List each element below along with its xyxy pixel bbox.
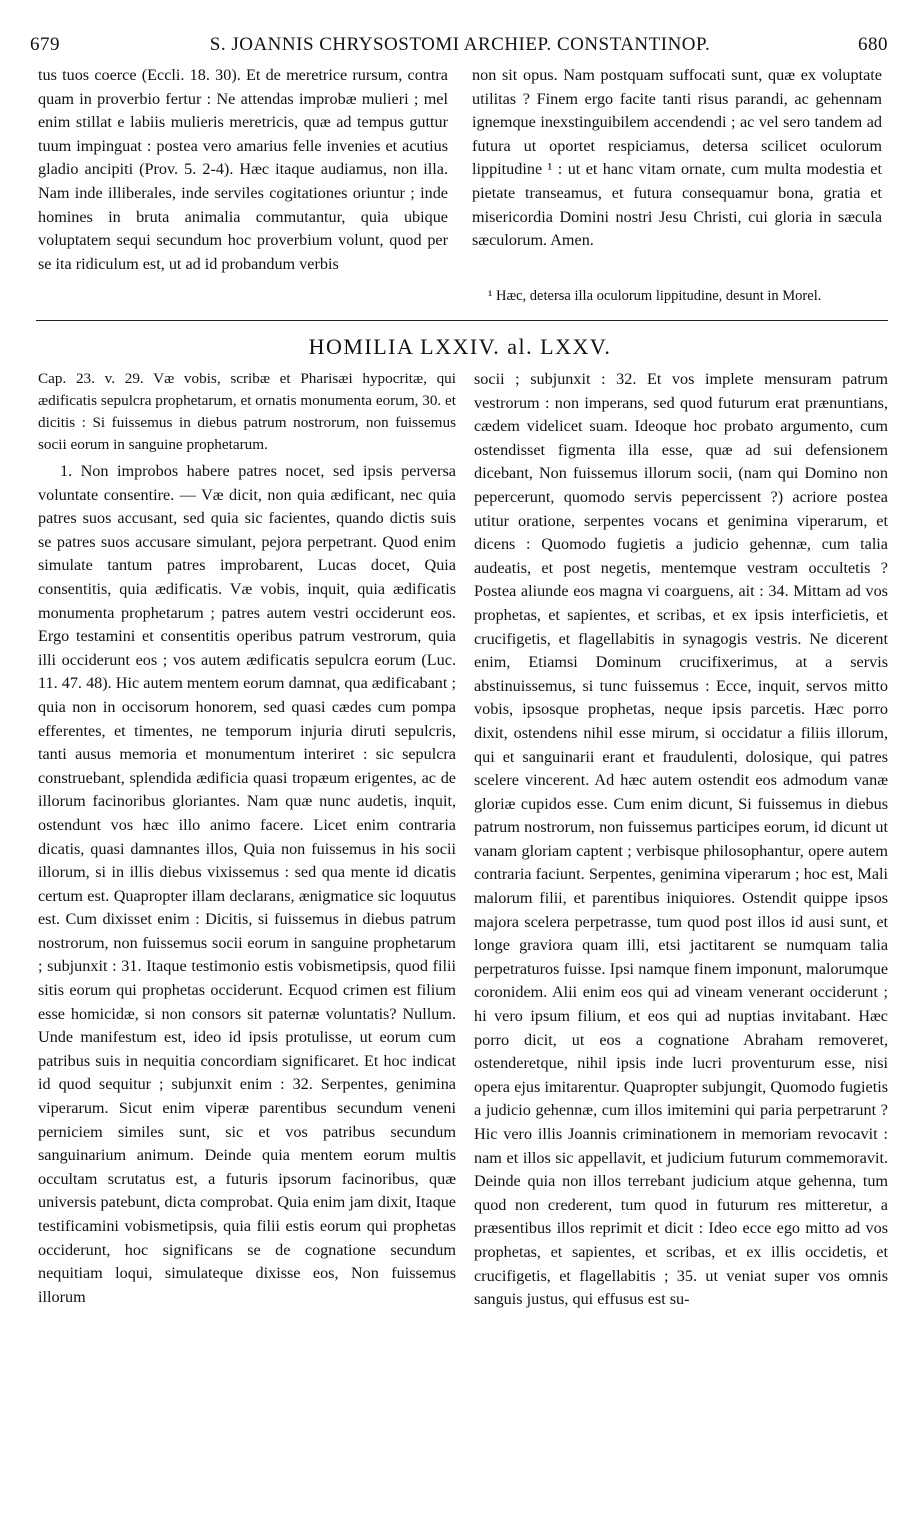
right-page-number: 680 (858, 34, 888, 55)
left-page-number: 679 (30, 34, 60, 55)
running-title: S. JOANNIS CHRYSOSTOMI ARCHIEP. CONSTANTINOP. (209, 34, 711, 55)
homily-title: HOMILIA LXXIV. al. LXXV. (308, 334, 612, 359)
chapter-argument: Cap. 23. v. 29. Væ vobis, scribæ et Pharisæi hypocritæ, qui ædificatis sepulcra prophetarum, et ornatis monumenta eorum, 30. et dicitis : Si fuissemus in diebus patrum nostrorum, non fuissemus socii eorum in sanguine prophetarum. (38, 370, 456, 453)
top-left-column (38, 64, 448, 276)
running-head (28, 34, 892, 60)
footnote: ¹ Hæc, detersa illa oculorum lippitudine, desunt in Morel. (488, 288, 822, 304)
top-right-column (472, 64, 882, 253)
section-rule (36, 320, 888, 321)
top-left-paragraph: tus tuos coerce (Eccli. 18. 30). Et de meretrice rursum, contra quam in proverbio fertur : Ne attendas improbæ mulieri ; mel enim stillat e labiis mulieris meretricis, quæ ad tempus guttur tuum impinguat : postea vero amarius felle invenies et acutius gladio ancipiti (Prov. 5. 2-4). Hæc itaque audiamus, non illa. Nam inde illiberales, inde serviles cogitationes oriuntur ; inde homines in bruta animalia commutantur, quia ubique voluptatem sequi secundum hoc proverbium volunt, quod per se ita ridiculum est, ut ad id probandum verbis (38, 66, 448, 273)
bottom-left-column (38, 368, 456, 1309)
top-right-paragraph: non sit opus. Nam postquam suffocati sunt, quæ ex voluptate utilitas ? Finem ergo facite tanti risus parandi, ac gehennam ignemque inexstinguibilem accendendi ; ac vel sero tandem ad futura ut oportet respiciamus, detersa scilicet oculorum lippitudine ¹ : ut et hanc vitam ornate, cum multa modestia et pietate transeamus, et futura consequamur bona, gratia et misericordia Domini nostri Jesu Christi, cui gloria in sæcula sæculorum. Amen. (472, 66, 882, 250)
bottom-right-column (474, 368, 888, 1312)
bottom-right-paragraph: socii ; subjunxit : 32. Et vos implete mensuram patrum vestrorum : non imperans, sed quod futurum erat prænuntians, cædem videlicet suam. Ideoque hoc probato argumento, cum ostendisset figmenta illa esse, quæ ad sui defensionem dicebant, Non fuissemus illorum socii, (nam qui Domino non pepercerunt, quomodo servis pepercissent ?) acriore postea utitur oratione, serpentes vocans et genimina viperarum, et dicens : Quomodo fugietis a judicio gehennæ, cum talia audeatis, et post negetis, mentemque vestram occultetis ? Postea aliunde eos magna vi coarguens, ait : 34. Mittam ad vos prophetas, et sapientes, et scribas, et ex ipsis interficietis, et crucifigetis, et flagellabitis in synagogis vestris. Ne dicerent enim, Etiamsi Dominum crucifixerimus, at a servis abstinuissemus, si tunc fuissemus : Ecce, inquit, servos mitto vobis, ipsosque prophetas, neque ipsis parcetis. Hæc porro dixit, ostendens nihil esse mirum, si occidatur a filiis illorum, qui et sanguinarii erant et fraudulenti, dolosique, qui patres scelere vincerent. Ad hæc autem ostendit eos admodum vanæ gloriæ cupidos esse. Cum enim dicunt, Si fuissemus in diebus patrum nostrorum, non fuissemus participes eorum, id dicunt ut vanam gloriam captent ; verbisque philosophantur, opere autem contraria faciunt. Serpentes, genimina viperarum ; hoc est, Mali malorum filii, et parentibus iniquiores. Ostendit quippe ipsos majora scelera perpetrasse, tum quod post illos id ausi sunt, et longe graviora quam illi, etsi jactitarent se numquam talia perpetraturos fuisse. Ipsi namque finem imponunt, malorumque coronidem. Alii enim eos qui ad vineam venerant occiderunt ; hi vero ipsum filium, et eos qui ad nuptias invitabant. Hæc porro dicit, ut eos a cognatione Abraham removeret, ostenderetque, nihil ipsis inde lucri proventurum esse, nisi opera ejus imitarentur. Quapropter subjungit, Quomodo fugietis a judicio gehennæ, cum illos imitemini qui paria perpetrarunt ? Hic vero illis Joannis criminationem in memoriam revocavit : nam et illos sic appellavit, et judicium futurum commemoravit. Deinde quia non illos terrebant judicium atque gehenna, tum quod non crederent, tum quod in futurum res mitteretur, a præsentibus illos reprimit et dicit : Ideo ecce ego mitto ad vos prophetas, et sapientes, et scribas, et ex illis occidetis, et crucifigetis, et flagellabitis ; 35. ut veniat super vos omnis sanguis justus, qui effusus est su- (474, 370, 888, 1309)
bottom-left-paragraph: 1. Non improbos habere patres nocet, sed ipsis perversa voluntate consentire. — Væ dicit, non quia ædificant, nec quia patres suos accusant, sed quia sic facientes, quando dictis suis se patres suos accusare simulant, pejora perpetrant. Quod enim simulate tantum patres improbarent, Lucas docet, Quia consentitis, quia ædificatis. Væ vobis, inquit, quia ædificatis monumenta prophetarum ; patres autem vestri occiderunt eos. Ergo testamini et consentitis operibus patrum vestrorum, quia illi occiderunt eos ; vos autem ædificatis sepulcra eorum (Luc. 11. 47. 48). Hic autem mentem eorum damnat, qua ædificabant ; quia non in occisorum honorem, sed quasi cædes cum pompa efferentes, et timentes, ne temporum injuria diruti sepulcris, tanti ausus memoria et monumentum interiret : sic sepulcra construebant, splendida ædificia quasi tropæum erigentes, ac de illorum facinoribus gloriantes. Nam quæ nunc audetis, inquit, ostendunt vos hæc illo animo facere. Licet enim contraria dicatis, quasi damnantes illos, Quia non fuissemus in his socii illorum, si in illis diebus vixissemus : sed qua mente id dicatis certum est. Quapropter illam declarans, ænigmatice sic loquutus est. Cum dixisset enim : Dicitis, si fuissemus in diebus patrum nostrorum, non fuissemus socii eorum in sanguine prophetarum ; subjunxit : 31. Itaque testimonio estis vobismetipsis, quod filii sitis eorum qui prophetas occiderunt. Ecquod crimen est filium esse homicidæ, si non consors sit paternæ voluntatis? Nullum. Unde manifestum est, ideo id ipsis protulisse, ut eorum cum patribus suis in nequitia concordiam significaret. Et hoc indicat id quod sequitur ; subjunxit enim : 32. Serpentes, genimina viperarum. Sicut enim viperæ parentibus secundum veneni perniciem similes sunt, sic et vos patribus secundum sanguinarium animum. Deinde quia mentem eorum multis occultam scrutatus est, a futuris ipsorum facinoribus, quæ universis patebunt, dicta comprobat. Quia enim jam dixit, Itaque testificamini vobismetipsis, quia filii estis eorum qui prophetas occiderunt, hoc significans se de cognatione secundum nequitiam loqui, simulateque dixisse eos, Non fuissemus illorum (38, 462, 456, 1306)
